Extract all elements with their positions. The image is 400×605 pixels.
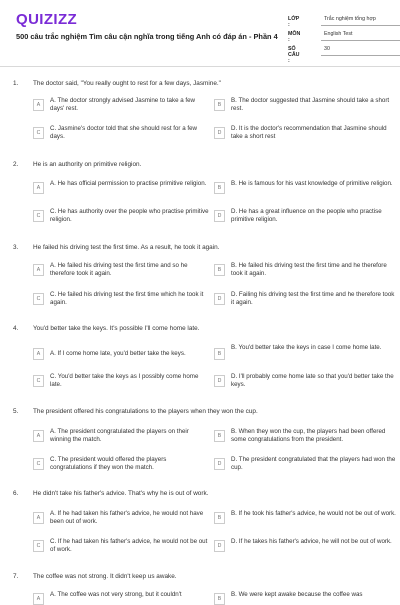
option-text: D. He has a great influence on the people who practise primitive religion. xyxy=(231,208,382,223)
option-letter-box[interactable]: C xyxy=(33,293,44,305)
option-letter-box[interactable]: D xyxy=(214,458,225,470)
meta-key: MÔN : xyxy=(288,31,301,43)
question-stem: He didn't take his father's advice. That's why he is out of work. xyxy=(33,490,209,497)
option-text: C. You'd better take the keys as I possibly come home late. xyxy=(50,373,199,388)
option-letter-box[interactable]: D xyxy=(214,127,225,139)
option-text: B. The doctor suggested that Jasmine should take a short rest. xyxy=(231,97,390,112)
meta-key: LỚP : xyxy=(288,16,300,28)
option-a[interactable] xyxy=(33,262,219,284)
option-c[interactable] xyxy=(33,456,219,478)
option-text: D. If he takes his father's advice, he will not be out of work. xyxy=(231,538,392,545)
option-d[interactable] xyxy=(214,373,400,395)
option-a[interactable] xyxy=(33,180,219,202)
option-letter-box[interactable]: A xyxy=(33,264,44,276)
option-letter-box[interactable]: C xyxy=(33,210,44,222)
option-b[interactable] xyxy=(214,262,400,284)
option-a[interactable] xyxy=(33,510,219,532)
option-text: A. If I come home late, you'd better take the keys. xyxy=(50,350,186,357)
option-a[interactable] xyxy=(33,346,219,368)
header-divider xyxy=(0,66,400,67)
option-letter-box[interactable]: B xyxy=(214,430,225,442)
option-b[interactable] xyxy=(214,591,400,600)
option-text: B. We were kept awake because the coffee was xyxy=(231,591,363,598)
option-text: A. The coffee was not very strong, but it couldn't xyxy=(50,591,182,598)
option-letter-box[interactable]: A xyxy=(33,430,44,442)
option-letter-box[interactable]: B xyxy=(214,512,225,524)
question-number: 2. xyxy=(13,161,19,168)
option-letter-box[interactable]: D xyxy=(214,375,225,387)
meta-key: SỐ CÂU : xyxy=(288,46,300,64)
option-text: A. He failed his driving test the first time and so he therefore took it again. xyxy=(50,262,188,277)
option-c[interactable] xyxy=(33,373,219,395)
question-stem: The coffee was not strong. It didn't keep us awake. xyxy=(33,573,177,580)
meta-value: Trắc nghiệm tổng hợp xyxy=(324,16,376,22)
option-letter-box[interactable]: A xyxy=(33,593,44,605)
option-letter-box[interactable]: B xyxy=(214,99,225,111)
option-text: B. When they won the cup, the players had been offered some congratulations from the president. xyxy=(231,428,386,443)
option-b[interactable] xyxy=(214,97,400,119)
option-text: D. Failing his driving test the first time and he therefore took it again. xyxy=(231,291,395,306)
question-number: 6. xyxy=(13,490,19,497)
option-c[interactable] xyxy=(33,125,219,147)
option-letter-box[interactable]: B xyxy=(214,348,225,360)
option-text: D. It is the doctor's recommendation that Jasmine should take a short rest xyxy=(231,125,387,140)
question-stem: The president offered his congratulations to the players when they won the cup. xyxy=(33,408,258,415)
option-text: B. He failed his driving test the first time and he therefore took it again. xyxy=(231,262,387,277)
option-letter-box[interactable]: C xyxy=(33,458,44,470)
option-d[interactable] xyxy=(214,208,400,230)
option-letter-box[interactable]: D xyxy=(214,210,225,222)
question-stem: He failed his driving test the first time. As a result, he took it again. xyxy=(33,244,220,251)
option-text: C. He failed his driving test the first time which he took it again. xyxy=(50,291,204,306)
option-text: B. He is famous for his vast knowledge of primitive religion. xyxy=(231,180,393,187)
option-a[interactable] xyxy=(33,428,219,450)
option-letter-box[interactable]: A xyxy=(33,182,44,194)
option-text: A. The doctor strongly advised Jasmine to take a few days' rest. xyxy=(50,97,196,112)
question-number: 5. xyxy=(13,408,19,415)
option-text: C. Jasmine's doctor told that she should rest for a few days. xyxy=(50,125,198,140)
option-letter-box[interactable]: C xyxy=(33,540,44,552)
option-c[interactable] xyxy=(33,538,219,560)
option-text: A. He has official permission to practise primitive religion. xyxy=(50,180,207,187)
option-letter-box[interactable]: B xyxy=(214,593,225,605)
option-c[interactable] xyxy=(33,208,219,230)
option-b[interactable] xyxy=(214,428,400,450)
option-text: D. I'll probably come home late so that you'd better take the keys. xyxy=(231,373,394,388)
meta-value: English Test xyxy=(324,31,353,37)
option-text: A. The president congratulated the players on their winning the match. xyxy=(50,428,189,443)
quizizz-logo: QUIZIZZ xyxy=(16,11,78,28)
option-text: D. The president congratulated that the players had won the cup. xyxy=(231,456,396,471)
question-number: 3. xyxy=(13,244,19,251)
meta-value: 30 xyxy=(324,46,330,52)
meta-underline xyxy=(321,55,400,56)
meta-underline xyxy=(321,25,400,26)
option-letter-box[interactable]: D xyxy=(214,293,225,305)
option-d[interactable] xyxy=(214,538,400,560)
option-letter-box[interactable]: A xyxy=(33,512,44,524)
option-a[interactable] xyxy=(33,591,219,600)
option-text: C. If he had taken his father's advice, he would not be out of work. xyxy=(50,538,208,553)
option-letter-box[interactable]: A xyxy=(33,99,44,111)
question-number: 1. xyxy=(13,80,19,87)
option-letter-box[interactable]: C xyxy=(33,375,44,387)
document-title: 500 câu trắc nghiệm Tìm câu cận nghĩa trong tiếng Anh có đáp án - Phần 4 xyxy=(16,32,278,41)
question-stem: He is an authority on primitive religion. xyxy=(33,161,142,168)
option-text: B. If he took his father's advice, he would not be out of work. xyxy=(231,510,396,517)
option-b[interactable] xyxy=(214,344,400,366)
option-c[interactable] xyxy=(33,291,219,313)
option-a[interactable] xyxy=(33,97,219,119)
meta-underline xyxy=(321,40,400,41)
question-stem: You'd better take the keys. It's possible I'll come home late. xyxy=(33,325,200,332)
option-letter-box[interactable]: B xyxy=(214,182,225,194)
question-stem: The doctor said, "You really ought to rest for a few days, Jasmine." xyxy=(33,80,221,87)
option-text: A. If he had taken his father's advice, he would not have been out of work. xyxy=(50,510,204,525)
option-text: B. You'd better take the keys in case I come home late. xyxy=(231,344,382,351)
question-number: 4. xyxy=(13,325,19,332)
option-letter-box[interactable]: D xyxy=(214,540,225,552)
option-letter-box[interactable]: C xyxy=(33,127,44,139)
option-d[interactable] xyxy=(214,456,400,478)
option-text: C. He has authority over the people who practise primitive religion. xyxy=(50,208,209,223)
option-letter-box[interactable]: B xyxy=(214,264,225,276)
option-b[interactable] xyxy=(214,510,400,532)
option-d[interactable] xyxy=(214,291,400,313)
option-letter-box[interactable]: A xyxy=(33,348,44,360)
option-d[interactable] xyxy=(214,125,400,147)
option-b[interactable] xyxy=(214,180,400,202)
option-text: C. The president would offered the players congratulations if they won the match. xyxy=(50,456,167,471)
question-number: 7. xyxy=(13,573,19,580)
